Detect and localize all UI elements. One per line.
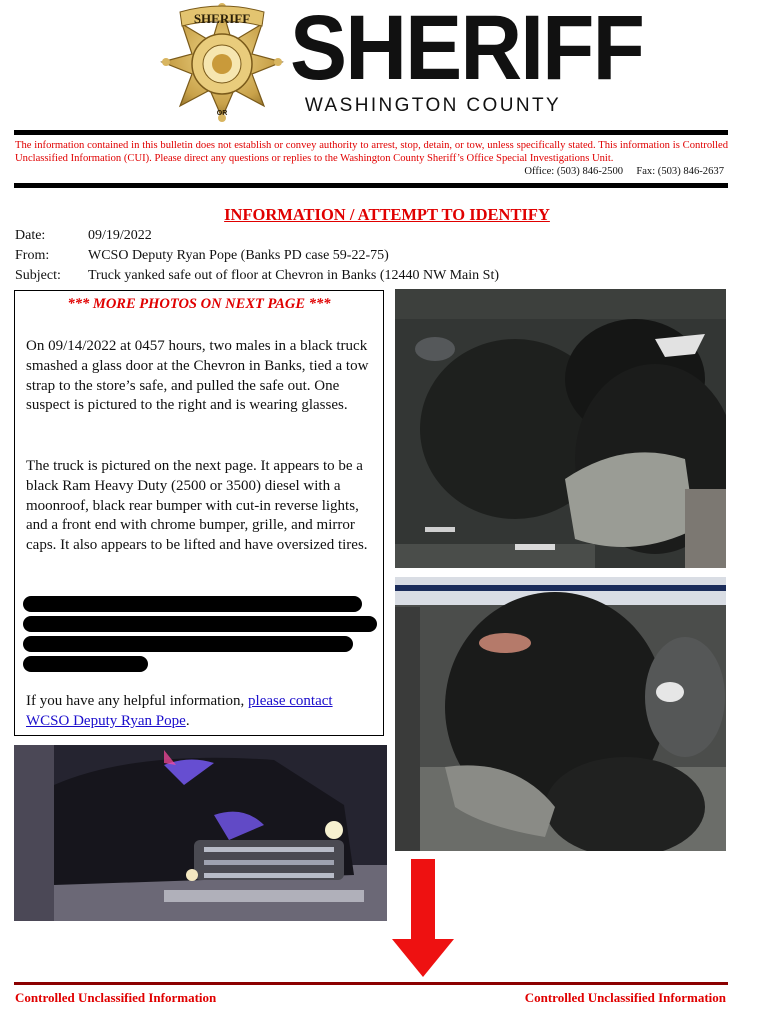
badge-state-text: OR — [216, 110, 228, 117]
office-phone: Office: (503) 846-2500 — [524, 166, 624, 177]
fax-number: Fax: (503) 846-2637 — [636, 166, 724, 177]
suspect-photo-1 — [395, 289, 726, 568]
redacted-line-4 — [23, 656, 148, 672]
from-value: WCSO Deputy Ryan Pope (Banks PD case 59-22-75) — [88, 248, 389, 263]
more-photos-banner: *** MORE PHOTOS ON NEXT PAGE *** — [67, 296, 331, 312]
redacted-line-2 — [23, 616, 377, 632]
subject-value: Truck yanked safe out of floor at Chevron in Banks (12440 NW Main St) — [88, 268, 499, 283]
footer-right-label: Controlled Unclassified Information — [524, 990, 726, 1005]
header-rule-top — [14, 130, 728, 135]
disclaimer-text: The information contained in this bulletin does not establish or convey authority to arrest, stop, detain, or tow, unless specifically stated. This information is Controlled Unclassified Information (CUI). Please direct any questions or replies to the Washington County Sheriff’s Office Special Investigations Unit. — [15, 140, 728, 165]
footer-left-label: Controlled Unclassified Information — [15, 990, 217, 1005]
badge-banner-text: SHERIFF — [193, 11, 251, 26]
from-label: From: — [15, 248, 50, 263]
bulletin-heading: INFORMATION / ATTEMPT TO IDENTIFY — [224, 205, 550, 224]
incident-paragraph: On 09/14/2022 at 0457 hours, two males in a black truck smashed a glass door at the Chevron in Banks, tied a tow strap to the store’s safe, and pulled the safe out. One suspect is pictured to the right and is wearing glasses. — [26, 338, 369, 414]
arrow-down-icon — [392, 859, 454, 977]
page-subtitle: WASHINGTON COUNTY — [304, 95, 562, 116]
contact-paragraph: If you have any helpful information, please contact WCSO Deputy Ryan Pope. — [26, 693, 333, 729]
date-label: Date: — [15, 228, 46, 243]
suspect-photo-2 — [395, 577, 726, 851]
sheriff-badge-icon — [158, 2, 286, 122]
footer-rule — [14, 982, 728, 985]
truck-photo — [14, 745, 387, 921]
truck-paragraph: The truck is pictured on the next page. It appears to be a black Ram Heavy Duty (2500 or 3500) diesel with a moonroof, black rear bumper with cut-in reverse lights, and a front end with chrome bumper, grille, and mirror caps. It also appears to be lifted and have oversized tires. — [26, 458, 368, 554]
disclaimer — [15, 139, 728, 177]
page-title: SHERIFF — [290, 0, 643, 99]
date-value: 09/19/2022 — [88, 228, 152, 243]
header-rule-bottom — [14, 183, 728, 188]
disclaimer-contact — [524, 165, 724, 178]
subject-label: Subject: — [15, 268, 61, 283]
redacted-line-1 — [23, 596, 362, 612]
redacted-line-3 — [23, 636, 353, 652]
description-box — [14, 290, 384, 736]
contact-link[interactable]: please contact WCSO Deputy Ryan Pope — [26, 693, 333, 729]
